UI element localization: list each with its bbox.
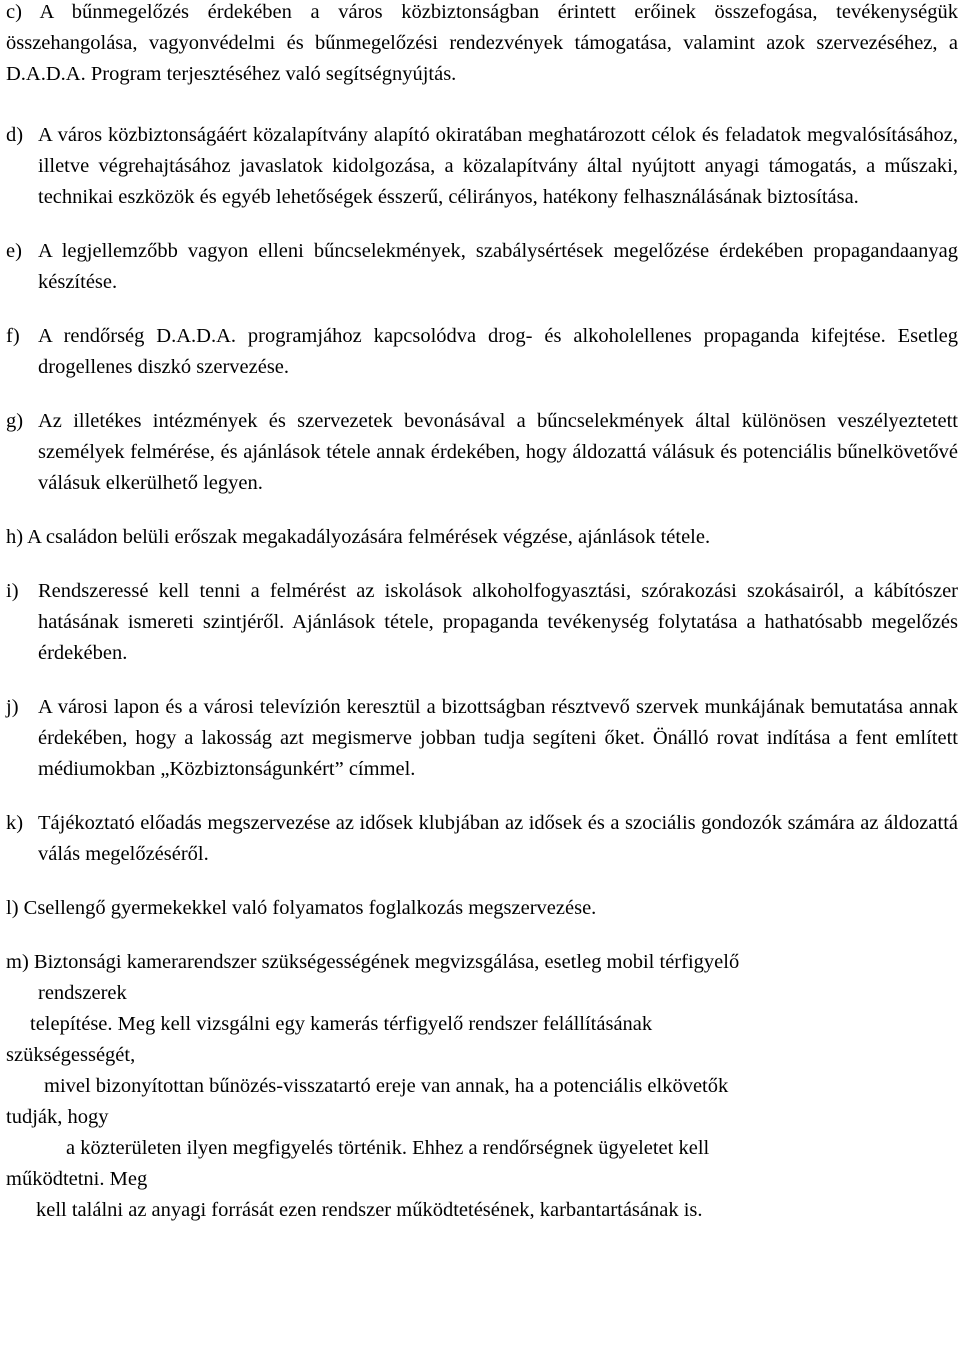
item-m-line-7: a közterületen ilyen megfigyelés történik. Ehhez a rendőrségnek ügyeletet kell [66,1137,710,1159]
item-text: A bűnmegelőzés érdekében a város közbiztonságban érintett erőinek összefogása, tevékenységük összehangolása, vagyonvédelmi és bűnmegelőzési rendezvények támogatása, valamint azok szervezéséhez, a D.A.D.A. Program terjesztéséhez való segítségnyújtás. [6,1,958,85]
item-marker: m) [6,951,29,973]
item-marker: e) [6,240,22,262]
item-text: A családon belüli erőszak megakadályozására felmérések végzése, ajánlások tétele. [27,526,711,548]
item-text: Rendszeressé kell tenni a felmérést az iskolások alkoholfogyasztási, szórakozási szokásairól, a kábítószer hatásának ismereti szintjéről. Ajánlások tétele, propaganda tevékenység folytatása a hathatósabb megelőzés érdekében. [38,580,958,664]
list-item-i [6,576,958,669]
item-text: Tájékoztató előadás megszervezése az idősek klubjában az idősek és a szociális gondozók számára az áldozattá válás megelőzéséről. [38,812,958,865]
list-item-l [6,893,958,924]
item-m-line-5: mivel bizonyítottan bűnözés-visszatartó ereje van annak, ha a potenciális elkövetők [44,1075,729,1097]
item-marker: g) [6,410,24,432]
document-body [6,0,958,1249]
item-marker: j) [6,696,19,718]
list-item-g [6,406,958,499]
list-item-m [6,947,958,1226]
list-item-h [6,522,958,553]
item-text: A város közbiztonságáért közalapítvány alapító okiratában meghatározott célok és feladatok megvalósításához, illetve végrehajtásához javaslatok kidolgozása, a közalapítvány által nyújtott anyagi támogatás, a műszaki, technikai eszközök és egyéb lehetőségek ésszerű, célirányos, hatékony felhasználásának biztosítása. [38,124,958,208]
list-item-k [6,808,958,870]
list-item-j [6,692,958,785]
list-item-e [6,236,958,298]
list-item-d [6,120,958,213]
item-text: A rendőrség D.A.D.A. programjához kapcsolódva drog- és alkoholellenes propaganda kifejtése. Esetleg drogellenes diszkó szervezése. [38,325,958,378]
item-m-line-3: telepítése. Meg kell vizsgálni egy kamerás térfigyelő rendszer felállításának [30,1013,653,1035]
item-marker: l) [6,897,19,919]
list-item-f [6,321,958,383]
item-m-line-4: szükségességét, [6,1044,136,1066]
item-text: A legjellemzőbb vagyon elleni bűncselekmények, szabálysértések megelőzése érdekében propagandaanyag készítése. [38,240,958,293]
item-m-line-2: rendszerek [38,982,127,1004]
item-m-line-8: működtetni. Meg [6,1168,148,1190]
item-marker: k) [6,812,24,834]
item-m-line-6: tudják, hogy [6,1106,109,1128]
item-marker: c) [6,1,22,23]
item-marker: h) [6,526,24,548]
item-marker: f) [6,325,20,347]
item-m-line-9: kell találni az anyagi forrását ezen rendszer működtetésének, karbantartásának is. [36,1199,703,1221]
item-text: Az illetékes intézmények és szervezetek bevonásával a bűncselekmények által különösen veszélyeztetett személyek felmérése, és ajánlások tétele annak érdekében, hogy áldozattá válásuk és potenciális bűnelkövetővé válásuk elkerülhető legyen. [38,410,958,494]
item-marker: i) [6,580,19,602]
item-m-line-1: m) Biztonsági kamerarendszer szükségességének megvizsgálása, esetleg mobil térfigyelő [6,951,740,973]
item-marker: d) [6,124,24,146]
item-text: Csellengő gyermekekkel való folyamatos foglalkozás megszervezése. [23,897,597,919]
item-text: A városi lapon és a városi televízión keresztül a bizottságban résztvevő szervek munkájának bemutatása annak érdekében, hogy a lakosság azt megismerve jobban tudja segíteni őket. Önálló rovat indítása a fent említett médiumokban „Közbiztonságunkért” címmel. [38,696,958,780]
list-item-c [6,0,958,90]
